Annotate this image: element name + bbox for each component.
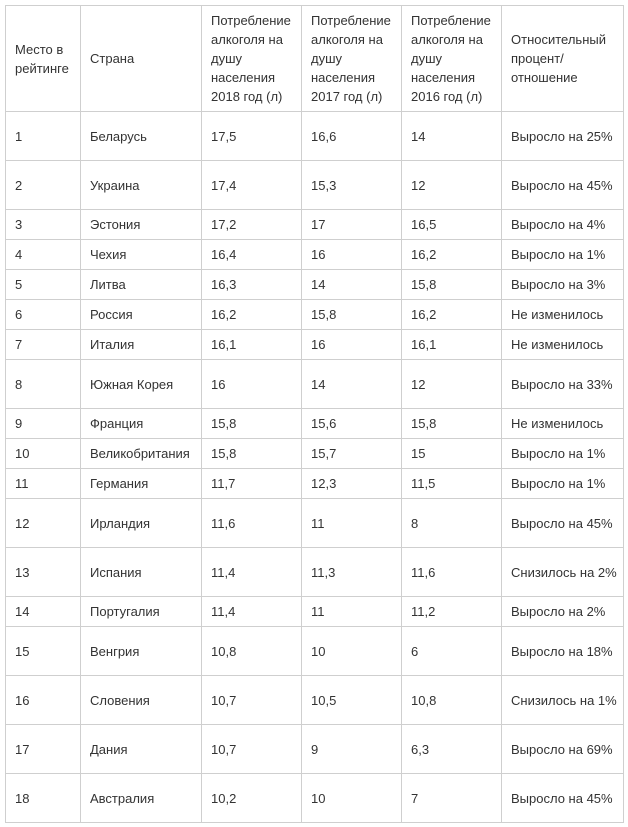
value-2016-cell: 15,8 bbox=[402, 409, 502, 439]
value-2016-cell: 6,3 bbox=[402, 725, 502, 774]
country-cell: Германия bbox=[81, 469, 202, 499]
table-row bbox=[6, 300, 624, 330]
value-2018-cell: 11,6 bbox=[202, 499, 302, 548]
value-2017-cell: 14 bbox=[302, 360, 402, 409]
table-row bbox=[6, 499, 624, 548]
change-cell: Выросло на 1% bbox=[502, 439, 624, 469]
change-cell: Выросло на 45% bbox=[502, 161, 624, 210]
rank-cell: 14 bbox=[6, 597, 81, 627]
rank-cell: 1 bbox=[6, 112, 81, 161]
change-cell: Выросло на 1% bbox=[502, 469, 624, 499]
value-2018-cell: 10,2 bbox=[202, 774, 302, 823]
country-cell: Франция bbox=[81, 409, 202, 439]
rank-cell: 9 bbox=[6, 409, 81, 439]
rank-cell: 7 bbox=[6, 330, 81, 360]
value-2016-cell: 8 bbox=[402, 499, 502, 548]
change-cell: Выросло на 45% bbox=[502, 499, 624, 548]
value-2018-cell: 10,7 bbox=[202, 725, 302, 774]
change-cell: Не изменилось bbox=[502, 409, 624, 439]
value-2017-cell: 10 bbox=[302, 627, 402, 676]
change-cell: Снизилось на 1% bbox=[502, 676, 624, 725]
value-2017-cell: 17 bbox=[302, 210, 402, 240]
value-2018-cell: 17,4 bbox=[202, 161, 302, 210]
value-2018-cell: 15,8 bbox=[202, 439, 302, 469]
rank-cell: 16 bbox=[6, 676, 81, 725]
alcohol-consumption-table bbox=[5, 5, 624, 823]
change-cell: Выросло на 69% bbox=[502, 725, 624, 774]
country-cell: Венгрия bbox=[81, 627, 202, 676]
value-2016-cell: 6 bbox=[402, 627, 502, 676]
value-2017-cell: 15,6 bbox=[302, 409, 402, 439]
value-2017-cell: 15,3 bbox=[302, 161, 402, 210]
value-2016-cell: 14 bbox=[402, 112, 502, 161]
country-cell: Словения bbox=[81, 676, 202, 725]
header-rank: Место в рейтинге bbox=[6, 6, 81, 112]
value-2018-cell: 15,8 bbox=[202, 409, 302, 439]
value-2016-cell: 15 bbox=[402, 439, 502, 469]
country-cell: Беларусь bbox=[81, 112, 202, 161]
change-cell: Выросло на 45% bbox=[502, 774, 624, 823]
value-2017-cell: 11 bbox=[302, 597, 402, 627]
change-cell: Выросло на 2% bbox=[502, 597, 624, 627]
table-row bbox=[6, 627, 624, 676]
table-row bbox=[6, 439, 624, 469]
table-row bbox=[6, 548, 624, 597]
table-row bbox=[6, 774, 624, 823]
value-2017-cell: 9 bbox=[302, 725, 402, 774]
change-cell: Выросло на 4% bbox=[502, 210, 624, 240]
value-2018-cell: 10,8 bbox=[202, 627, 302, 676]
value-2016-cell: 15,8 bbox=[402, 270, 502, 300]
value-2017-cell: 10 bbox=[302, 774, 402, 823]
change-cell: Выросло на 3% bbox=[502, 270, 624, 300]
value-2016-cell: 16,2 bbox=[402, 300, 502, 330]
table-row bbox=[6, 270, 624, 300]
value-2018-cell: 17,5 bbox=[202, 112, 302, 161]
table-row bbox=[6, 469, 624, 499]
value-2017-cell: 16 bbox=[302, 330, 402, 360]
country-cell: Португалия bbox=[81, 597, 202, 627]
value-2018-cell: 11,4 bbox=[202, 597, 302, 627]
value-2018-cell: 11,7 bbox=[202, 469, 302, 499]
rank-cell: 15 bbox=[6, 627, 81, 676]
country-cell: Украина bbox=[81, 161, 202, 210]
value-2017-cell: 16,6 bbox=[302, 112, 402, 161]
rank-cell: 12 bbox=[6, 499, 81, 548]
country-cell: Испания bbox=[81, 548, 202, 597]
value-2018-cell: 16 bbox=[202, 360, 302, 409]
value-2016-cell: 16,2 bbox=[402, 240, 502, 270]
value-2018-cell: 16,4 bbox=[202, 240, 302, 270]
rank-cell: 3 bbox=[6, 210, 81, 240]
value-2016-cell: 16,1 bbox=[402, 330, 502, 360]
table-row bbox=[6, 240, 624, 270]
value-2016-cell: 10,8 bbox=[402, 676, 502, 725]
value-2016-cell: 12 bbox=[402, 360, 502, 409]
value-2017-cell: 15,8 bbox=[302, 300, 402, 330]
country-cell: Чехия bbox=[81, 240, 202, 270]
table-row bbox=[6, 725, 624, 774]
table-row bbox=[6, 409, 624, 439]
change-cell: Не изменилось bbox=[502, 300, 624, 330]
rank-cell: 10 bbox=[6, 439, 81, 469]
value-2018-cell: 11,4 bbox=[202, 548, 302, 597]
value-2017-cell: 11,3 bbox=[302, 548, 402, 597]
country-cell: Дания bbox=[81, 725, 202, 774]
header-2016: Потребление алкоголя на душу населения 2016 год (л) bbox=[402, 6, 502, 112]
change-cell: Не изменилось bbox=[502, 330, 624, 360]
value-2016-cell: 16,5 bbox=[402, 210, 502, 240]
change-cell: Выросло на 1% bbox=[502, 240, 624, 270]
rank-cell: 6 bbox=[6, 300, 81, 330]
value-2017-cell: 14 bbox=[302, 270, 402, 300]
rank-cell: 18 bbox=[6, 774, 81, 823]
table-row bbox=[6, 112, 624, 161]
rank-cell: 13 bbox=[6, 548, 81, 597]
header-country: Страна bbox=[81, 6, 202, 112]
value-2017-cell: 16 bbox=[302, 240, 402, 270]
country-cell: Россия bbox=[81, 300, 202, 330]
rank-cell: 17 bbox=[6, 725, 81, 774]
value-2018-cell: 16,3 bbox=[202, 270, 302, 300]
rank-cell: 2 bbox=[6, 161, 81, 210]
value-2016-cell: 12 bbox=[402, 161, 502, 210]
header-change: Относительный процент/ отношение bbox=[502, 6, 624, 112]
header-2018: Потребление алкоголя на душу населения 2018 год (л) bbox=[202, 6, 302, 112]
value-2018-cell: 10,7 bbox=[202, 676, 302, 725]
change-cell: Выросло на 25% bbox=[502, 112, 624, 161]
table-row bbox=[6, 210, 624, 240]
rank-cell: 5 bbox=[6, 270, 81, 300]
table-body bbox=[6, 112, 624, 823]
rank-cell: 8 bbox=[6, 360, 81, 409]
rank-cell: 4 bbox=[6, 240, 81, 270]
country-cell: Южная Корея bbox=[81, 360, 202, 409]
table-row bbox=[6, 330, 624, 360]
value-2018-cell: 16,2 bbox=[202, 300, 302, 330]
value-2017-cell: 11 bbox=[302, 499, 402, 548]
country-cell: Ирландия bbox=[81, 499, 202, 548]
change-cell: Снизилось на 2% bbox=[502, 548, 624, 597]
table-header-row bbox=[6, 6, 624, 112]
change-cell: Выросло на 18% bbox=[502, 627, 624, 676]
value-2016-cell: 11,6 bbox=[402, 548, 502, 597]
table-row bbox=[6, 597, 624, 627]
rank-cell: 11 bbox=[6, 469, 81, 499]
value-2018-cell: 17,2 bbox=[202, 210, 302, 240]
table-row bbox=[6, 676, 624, 725]
value-2018-cell: 16,1 bbox=[202, 330, 302, 360]
value-2016-cell: 7 bbox=[402, 774, 502, 823]
table-row bbox=[6, 161, 624, 210]
country-cell: Литва bbox=[81, 270, 202, 300]
country-cell: Австралия bbox=[81, 774, 202, 823]
value-2016-cell: 11,5 bbox=[402, 469, 502, 499]
country-cell: Италия bbox=[81, 330, 202, 360]
country-cell: Эстония bbox=[81, 210, 202, 240]
change-cell: Выросло на 33% bbox=[502, 360, 624, 409]
country-cell: Великобритания bbox=[81, 439, 202, 469]
value-2017-cell: 12,3 bbox=[302, 469, 402, 499]
value-2016-cell: 11,2 bbox=[402, 597, 502, 627]
value-2017-cell: 15,7 bbox=[302, 439, 402, 469]
value-2017-cell: 10,5 bbox=[302, 676, 402, 725]
table-row bbox=[6, 360, 624, 409]
header-2017: Потребление алкоголя на душу населения 2017 год (л) bbox=[302, 6, 402, 112]
